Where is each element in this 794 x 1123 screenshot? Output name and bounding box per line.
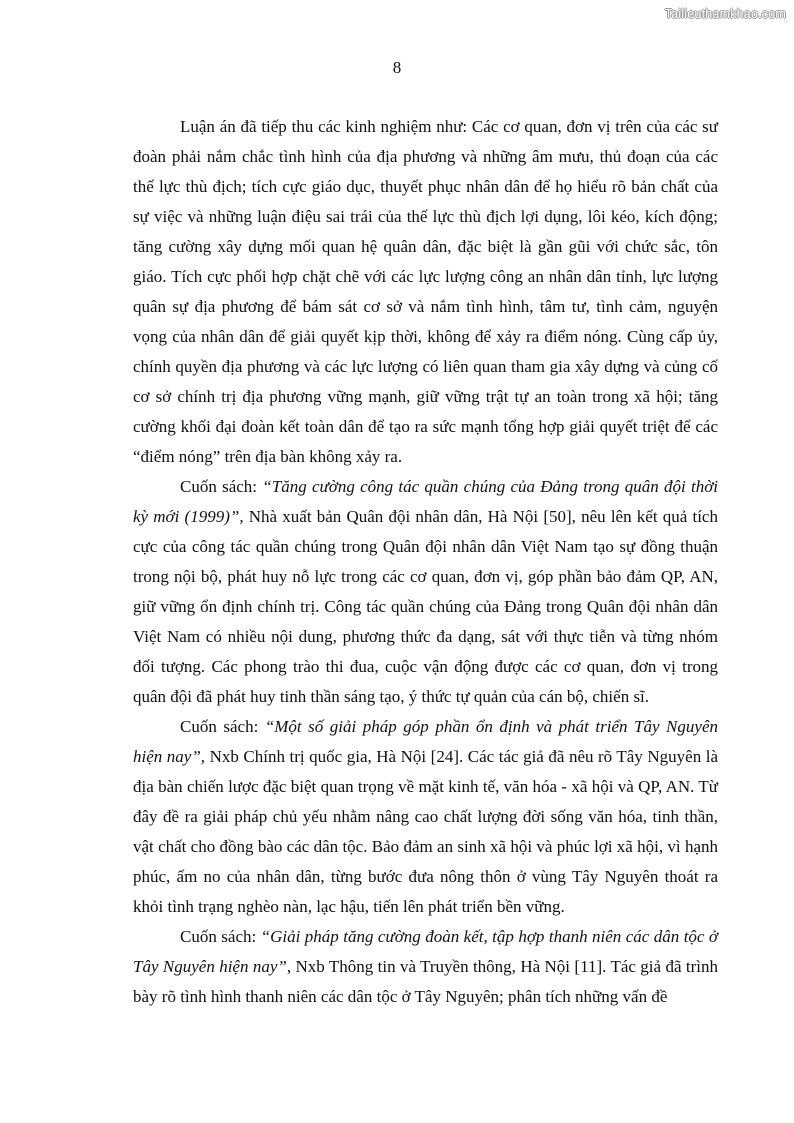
paragraph-2-lead: Cuốn sách: xyxy=(180,477,263,496)
paragraph-4-book-title: “Giải pháp tăng cường đoàn kết, tập hợp thanh niên các dân tộc ở Tây Nguyên hiện nay” xyxy=(133,927,718,976)
paragraph-3-lead: Cuốn sách: xyxy=(180,717,265,736)
paragraph-3-book-title: “Một số giải pháp góp phần ổn định và phát triển Tây Nguyên hiện nay”, xyxy=(133,717,718,766)
paragraph-4-text: , Nxb Thông tin và Truyền thông, Hà Nội [11]. Tác giả đã trình bày rõ tình hình thanh niên các dân tộc ở Tây Nguyên; phân tích những vấn đề xyxy=(133,957,718,1006)
watermark: Tailieuthamkhao.com xyxy=(664,7,786,21)
paragraph-4 xyxy=(133,922,718,1012)
paragraph-3-text: Nxb Chính trị quốc gia, Hà Nội [24]. Các tác giả đã nêu rõ Tây Nguyên là địa bàn chiến lược đặc biệt quan trọng về mặt kinh tế, văn hóa - xã hội và QP, AN. Từ đây đề ra giải pháp chủ yếu nhằm nâng cao chất lượng đời sống văn hóa, tinh thần, vật chất cho đồng bào các dân tộc. Bảo đảm an sinh xã hội và phúc lợi xã hội, vì hạnh phúc, ấm no của nhân dân, từng bước đưa nông thôn ở vùng Tây Nguyên thoát ra khỏi tình trạng nghèo nàn, lạc hậu, tiến lên phát triển bền vững. xyxy=(133,747,718,916)
paragraph-2 xyxy=(133,472,718,712)
page-number: 8 xyxy=(392,58,402,77)
paragraph-2-book-title: “Tăng cường công tác quần chúng của Đảng trong quân đội thời kỳ mới (1999)”, xyxy=(133,477,718,526)
paragraph-4-lead: Cuốn sách: xyxy=(180,927,261,946)
paragraph-2-text: Nhà xuất bản Quân đội nhân dân, Hà Nội [50], nêu lên kết quả tích cực của công tác quần chúng trong Quân đội nhân dân Việt Nam tạo sự đồng thuận trong nội bộ, phát huy nỗ lực trong các cơ quan, đơn vị, góp phần bảo đảm QP, AN, giữ vững ổn định chính trị. Công tác quần chúng của Đảng trong Quân đội nhân dân Việt Nam có nhiều nội dung, phương thức đa dạng, sát với thực tiễn và từng nhóm đối tượng. Các phong trào thi đua, cuộc vận động được các cơ quan, đơn vị trong quân đội đã phát huy tinh thần sáng tạo, ý thức tự quản của cán bộ, chiến sĩ. xyxy=(133,507,718,706)
paragraph-1 xyxy=(133,112,718,472)
document-body xyxy=(133,112,718,1012)
paragraph-1-text: Luận án đã tiếp thu các kinh nghiệm như: Các cơ quan, đơn vị trên của các sư đoàn phải nắm chắc tình hình của địa phương và những âm mưu, thủ đoạn của các thế lực thù địch; tích cực giáo dục, thuyết phục nhân dân để họ hiểu rõ bản chất của sự việc và những luận điệu sai trái của thế lực thù địch lợi dụng, lôi kéo, kích động; tăng cường xây dựng mối quan hệ quân dân, đặc biệt là gần gũi với chức sắc, tôn giáo. Tích cực phối hợp chặt chẽ với các lực lượng công an nhân dân tỉnh, lực lượng quân sự địa phương để bám sát cơ sở và nắm tình hình, tâm tư, tình cảm, nguyện vọng của nhân dân để giải quyết kịp thời, không để xảy ra điểm nóng. Cùng cấp ủy, chính quyền địa phương và các lực lượng có liên quan tham gia xây dựng và củng cố cơ sở chính trị địa phương vững mạnh, giữ vững trật tự an toàn trong xã hội; tăng cường khối đại đoàn kết toàn dân để tạo ra sức mạnh tổng hợp giải quyết triệt để các “điểm nóng” trên địa bàn không xảy ra. xyxy=(133,117,718,466)
paragraph-3 xyxy=(133,712,718,922)
